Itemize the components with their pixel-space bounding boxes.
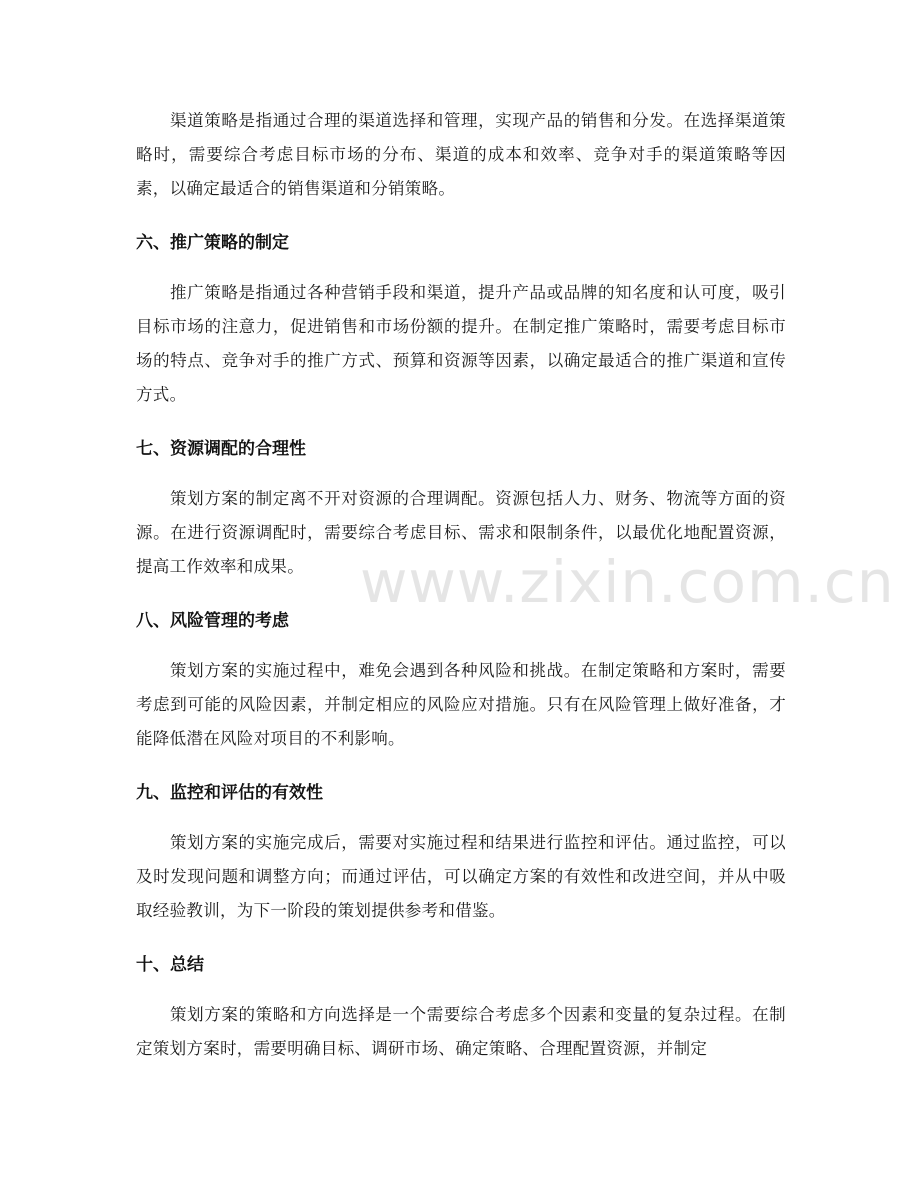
paragraph-promotion-strategy: 推广策略是指通过各种营销手段和渠道，提升产品或品牌的知名度和认可度，吸引目标市场的注意力，促进销售和市场份额的提升。在制定推广策略时，需要考虑目标市场的特点、竞争对手的推广方式、预算和资源等因素，以确定最适合的推广渠道和宣传方式。 xyxy=(136,283,786,404)
watermark-text: www.zixin.com.cn xyxy=(360,548,895,616)
paragraph-summary: 策划方案的策略和方向选择是一个需要综合考虑多个因素和变量的复杂过程。在制定策划方案时，需要明确目标、调研市场、确定策略、合理配置资源，并制定 xyxy=(136,1005,786,1058)
paragraph-resource-allocation: 策划方案的制定离不开对资源的合理调配。资源包括人力、财务、物流等方面的资源。在进行资源调配时，需要综合考虑目标、需求和限制条件，以最优化地配置资源，提高工作效率和成果。 xyxy=(136,489,786,576)
paragraph-channel-strategy: 渠道策略是指通过合理的渠道选择和管理，实现产品的销售和分发。在选择渠道策略时，需要综合考虑目标市场的分布、渠道的成本和效率、竞争对手的渠道策略等因素，以确定最适合的销售渠道和分销策略。 xyxy=(136,111,786,198)
heading-summary: 十、总结 xyxy=(136,955,204,975)
paragraph-risk-management: 策划方案的实施过程中，难免会遇到各种风险和挑战。在制定策略和方案时，需要考虑到可能的风险因素，并制定相应的风险应对措施。只有在风险管理上做好准备，才能降低潜在风险对项目的不利影响。 xyxy=(136,661,786,748)
document-page xyxy=(136,104,786,1066)
heading-resource-allocation: 七、资源调配的合理性 xyxy=(136,439,306,459)
heading-risk-management: 八、风险管理的考虑 xyxy=(136,611,289,631)
heading-monitoring-evaluation: 九、监控和评估的有效性 xyxy=(136,783,323,803)
paragraph-monitoring-evaluation: 策划方案的实施完成后，需要对实施过程和结果进行监控和评估。通过监控，可以及时发现问题和调整方向；而通过评估，可以确定方案的有效性和改进空间，并从中吸取经验教训，为下一阶段的策划提供参考和借鉴。 xyxy=(136,833,786,920)
heading-promotion-strategy: 六、推广策略的制定 xyxy=(136,233,289,253)
